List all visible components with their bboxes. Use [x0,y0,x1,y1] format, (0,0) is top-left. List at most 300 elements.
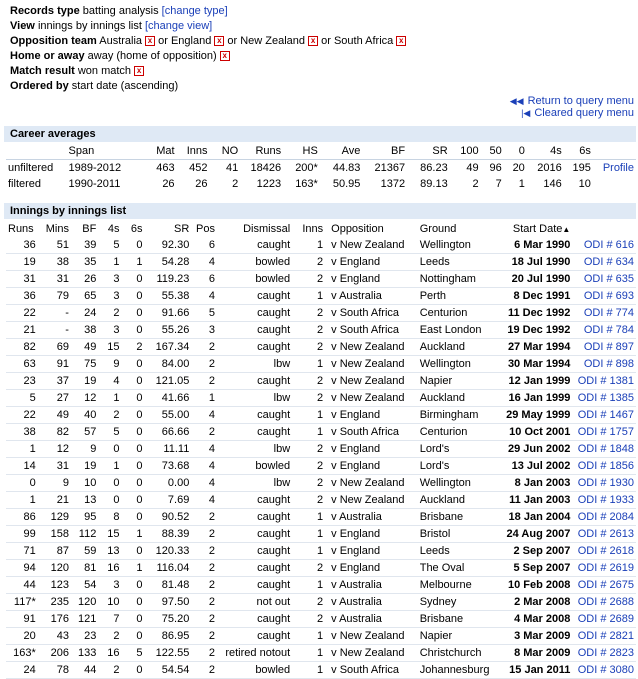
innings-cell: - [38,322,71,339]
innings-cell: 59 [71,543,98,560]
start-date: 16 Jan 1999 [508,392,571,404]
innings-cell: 10 [71,475,98,492]
innings-row [6,526,636,543]
innings-cell: 120.33 [145,543,192,560]
innings-cell: 1 [292,526,325,543]
career-cell: 163* [295,178,318,190]
career-cell: 20 [504,160,527,177]
innings-cell: 0 [121,475,144,492]
sort-ascending-icon: ▲ [562,225,571,234]
innings-cell: Auckland [418,339,504,356]
start-date-sort-header[interactable] [504,221,572,237]
match-scorecard-link[interactable]: ODI # 2619 [577,562,634,574]
remove-new-zealand-icon[interactable]: x [308,36,318,46]
innings-cell [504,373,572,390]
innings-cell: not out [217,594,292,611]
innings-cell: 94 [6,560,38,577]
innings-cell [504,543,572,560]
innings-cell: 49 [71,339,98,356]
innings-cell: 63 [6,356,38,373]
innings-cell: 87 [38,543,71,560]
innings-cell: 4 [98,373,121,390]
innings-cell: 117* [6,594,38,611]
career-col-header: 50 [489,145,502,157]
innings-cell: v England [325,543,418,560]
innings-cell: v England [325,526,418,543]
match-scorecard-link[interactable]: ODI # 898 [583,358,634,370]
innings-cell: 0 [121,288,144,305]
innings-cell: 129 [38,509,71,526]
innings-cell: Leeds [418,543,504,560]
innings-cell: v Australia [325,611,418,628]
profile-link[interactable]: Profile [602,162,634,174]
innings-cell: 116.04 [145,560,192,577]
innings-cell: 69 [38,339,71,356]
innings-cell: 112 [71,526,98,543]
innings-row [6,271,636,288]
innings-cell [504,509,572,526]
records-type-label: Records type [10,5,80,17]
innings-cell: caught [217,628,292,645]
innings-cell: 82 [6,339,38,356]
innings-cell: Melbourne [418,577,504,594]
match-scorecard-link[interactable]: ODI # 2689 [577,613,634,625]
innings-cell: 0 [98,441,121,458]
innings-cell: 8 [98,509,121,526]
innings-cell: 11.11 [145,441,192,458]
innings-col-header: Runs [8,223,34,235]
innings-cell: v New Zealand [325,628,418,645]
career-header-row [6,143,636,160]
innings-cell: 91 [6,611,38,628]
match-scorecard-link[interactable]: ODI # 1930 [577,477,634,489]
innings-cell: 36 [6,237,38,254]
query-menu-links [510,95,634,119]
innings-cell: 3 [98,577,121,594]
or-text: or [227,35,238,47]
innings-cell [572,611,636,628]
innings-cell: caught [217,543,292,560]
innings-cell: 4 [191,407,217,424]
innings-cell: 1 [292,288,325,305]
home-away-label: Home or away [10,50,85,62]
career-col-header: HS [302,145,318,157]
innings-cell: bowled [217,271,292,288]
innings-cell: 31 [38,458,71,475]
innings-cell: 1 [292,662,325,679]
match-scorecard-link[interactable]: ODI # 2084 [577,511,634,523]
career-cell: 21367 [362,160,407,177]
innings-row [6,492,636,509]
innings-cell: 21 [38,492,71,509]
innings-cell: 0 [121,322,144,339]
match-scorecard-link[interactable]: ODI # 2675 [577,579,634,591]
innings-cell: 22 [6,305,38,322]
match-scorecard-link[interactable]: ODI # 1381 [577,375,634,387]
match-scorecard-link[interactable]: ODI # 1848 [577,443,634,455]
home-away-row [10,49,630,64]
innings-cell: 44 [71,662,98,679]
innings-cell: Perth [418,288,504,305]
innings-cell: 2 [292,441,325,458]
innings-cell: lbw [217,475,292,492]
innings-cell: 82 [38,424,71,441]
innings-cell [572,662,636,679]
match-scorecard-link[interactable]: ODI # 693 [583,290,634,302]
match-result-label: Match result [10,65,75,77]
query-filters [10,4,630,94]
career-cell: 452 [177,160,210,177]
innings-cell: 16 [98,560,121,577]
remove-england-icon[interactable]: x [214,36,224,46]
start-date: 10 Feb 2008 [507,579,571,591]
innings-cell: 119.23 [145,271,192,288]
innings-cell: 81 [71,560,98,577]
innings-cell [572,373,636,390]
innings-cell: 38 [71,322,98,339]
innings-cell: 73.68 [145,458,192,475]
innings-cell: Centurion [418,424,504,441]
innings-cell: 0 [121,356,144,373]
innings-cell: 176 [38,611,71,628]
career-col-header: BF [391,145,406,157]
innings-cell: 2 [292,475,325,492]
innings-cell: 66.66 [145,424,192,441]
innings-cell: v New Zealand [325,373,418,390]
view-value: innings by innings list [37,20,142,32]
innings-cell: retired notout [217,645,292,662]
remove-home-away-icon[interactable]: x [220,51,230,61]
match-scorecard-link[interactable]: ODI # 1467 [577,409,634,421]
innings-cell: 19 [71,373,98,390]
innings-cell: Brisbane [418,509,504,526]
start-date: 2 Sep 2007 [513,545,571,557]
start-date: 29 Jun 2002 [507,443,571,455]
start-date: 5 Sep 2007 [513,562,571,574]
start-date: 10 Oct 2001 [509,426,571,438]
innings-cell: 2 [292,271,325,288]
innings-cell: 4 [191,475,217,492]
innings-cell: Nottingham [418,271,504,288]
match-scorecard-link[interactable]: ODI # 2618 [577,545,634,557]
innings-cell: 2 [98,407,121,424]
innings-cell: 65 [71,288,98,305]
innings-cell: 0 [121,305,144,322]
innings-cell [572,526,636,543]
innings-row [6,339,636,356]
innings-cell: 1 [121,560,144,577]
innings-cell: 2 [191,611,217,628]
innings-cell: 2 [98,628,121,645]
innings-cell [504,611,572,628]
innings-cell: 26 [71,271,98,288]
innings-cell: v New Zealand [325,492,418,509]
change-view-link[interactable]: [change view] [144,20,213,32]
innings-cell: Napier [418,628,504,645]
innings-cell: 2 [191,577,217,594]
innings-row [6,373,636,390]
innings-cell: Lord's [418,441,504,458]
innings-cell: 15 [98,339,121,356]
innings-cell: 235 [38,594,71,611]
opposition-england: England [170,35,212,47]
match-scorecard-link[interactable]: ODI # 2688 [577,596,634,608]
innings-cell: 35 [71,254,98,271]
innings-cell: 0 [121,441,144,458]
innings-cell: 120 [38,560,71,577]
innings-row [6,305,636,322]
innings-cell: 13 [98,543,121,560]
start-date: 13 Jul 2002 [511,460,571,472]
innings-cell: Christchurch [418,645,504,662]
innings-cell: 2 [292,560,325,577]
innings-col-header: Dismissal [243,223,291,235]
career-cell: 2 [232,178,239,190]
innings-cell [572,339,636,356]
innings-cell: 1 [292,543,325,560]
match-scorecard-link[interactable]: ODI # 774 [583,307,634,319]
innings-cell [504,339,572,356]
innings-cell [504,458,572,475]
innings-cell: 92.30 [145,237,192,254]
match-scorecard-link[interactable]: ODI # 2821 [577,630,634,642]
innings-cell: 2 [292,373,325,390]
innings-row [6,390,636,407]
innings-col-header: 6s [130,223,143,235]
career-col-header [6,143,67,160]
start-date: 19 Dec 1992 [507,324,571,336]
innings-cell: bowled [217,662,292,679]
innings-cell: 99 [6,526,38,543]
innings-cell: v New Zealand [325,475,418,492]
career-cell: 89.13 [420,178,448,190]
innings-cell: Johannesburg [418,662,504,679]
remove-match-result-icon[interactable]: x [134,66,144,76]
innings-cell: 81.48 [145,577,192,594]
innings-cell: v South Africa [325,305,418,322]
innings-cell: 7.69 [145,492,192,509]
innings-cell [504,305,572,322]
innings-cell: 2 [191,424,217,441]
innings-cell: 91.66 [145,305,192,322]
innings-cell: 0 [121,611,144,628]
innings-cell: Lord's [418,458,504,475]
opposition-row [10,34,630,49]
innings-cell [572,509,636,526]
innings-cell [572,407,636,424]
innings-cell: 0 [121,390,144,407]
innings-cell: 95 [71,509,98,526]
innings-cell: 0 [121,492,144,509]
innings-cell: caught [217,492,292,509]
career-col-header: Mat [156,145,175,157]
innings-col-header: Mins [45,223,69,235]
ordered-by-row [10,79,630,94]
cleared-query-menu-link[interactable]: Cleared query menu [534,107,634,119]
innings-cell: 9 [38,475,71,492]
return-to-query-menu-link[interactable]: Return to query menu [527,95,634,107]
innings-cell: 1 [292,407,325,424]
innings-cell: 5 [98,237,121,254]
innings-cell [572,288,636,305]
innings-cell: 23 [71,628,98,645]
innings-cell: 1 [98,390,121,407]
match-scorecard-link[interactable]: ODI # 897 [583,341,634,353]
view-label: View [10,20,35,32]
innings-cell: 1 [121,254,144,271]
innings-header-row [6,221,636,237]
innings-cell: caught [217,611,292,628]
innings-cell: v South Africa [325,662,418,679]
innings-cell [504,594,572,611]
start-date: 30 Mar 1994 [507,358,571,370]
innings-cell [572,560,636,577]
innings-cell: caught [217,509,292,526]
innings-cell: 43 [38,628,71,645]
innings-cell: 163* [6,645,38,662]
career-cell: 96 [481,160,504,177]
match-scorecard-link[interactable]: ODI # 1757 [577,426,634,438]
innings-row [6,237,636,254]
career-col-header: Ave [341,145,361,157]
innings-cell: Wellington [418,475,504,492]
innings-cell: 1 [292,628,325,645]
innings-cell [572,424,636,441]
career-cell [593,160,636,177]
match-scorecard-link[interactable]: ODI # 635 [583,273,634,285]
innings-list-header: Innings by innings list [4,203,636,219]
innings-cell: 2 [292,322,325,339]
innings-cell: Auckland [418,492,504,509]
start-date: 8 Mar 2009 [514,647,571,659]
innings-cell [504,560,572,577]
career-cell: 86.23 [407,160,450,177]
view-row [10,19,630,34]
innings-cell: 0 [121,628,144,645]
innings-cell: 84.00 [145,356,192,373]
match-scorecard-link[interactable]: ODI # 1933 [577,494,634,506]
innings-cell [572,390,636,407]
innings-cell: 86.95 [145,628,192,645]
innings-cell [504,254,572,271]
innings-cell: Wellington [418,237,504,254]
start-date-label: Start Date [512,223,563,235]
innings-cell: 0 [121,424,144,441]
innings-cell: caught [217,237,292,254]
innings-cell: 2 [292,611,325,628]
innings-cell: 2 [292,390,325,407]
innings-cell: 31 [6,271,38,288]
innings-cell: 3 [98,288,121,305]
opposition-south-africa: South Africa [333,35,394,47]
innings-cell [572,305,636,322]
innings-cell: 15 [98,526,121,543]
innings-cell: 24 [6,662,38,679]
career-cell: 50.95 [332,178,361,190]
career-cell: 2016 [527,160,564,177]
innings-cell: Sydney [418,594,504,611]
innings-cell: 5 [121,645,144,662]
innings-cell: 75 [71,356,98,373]
innings-cell [504,475,572,492]
match-scorecard-link[interactable]: ODI # 1385 [577,392,634,404]
start-date: 11 Dec 1992 [507,307,571,319]
innings-cell: caught [217,288,292,305]
innings-col-header: BF [82,223,97,235]
innings-row [6,458,636,475]
innings-col-header: Opposition [331,223,384,235]
innings-row [6,475,636,492]
start-date: 18 Jan 2004 [508,511,571,523]
innings-cell [504,441,572,458]
match-scorecard-link[interactable]: ODI # 634 [583,256,634,268]
career-cell: 1989-2012 [67,160,137,177]
innings-col-header [572,221,636,237]
innings-cell [572,322,636,339]
innings-row [6,628,636,645]
innings-cell: 2 [191,356,217,373]
match-scorecard-link[interactable]: ODI # 3080 [577,664,634,676]
career-cell: 1223 [256,178,282,190]
innings-cell: 6 [191,237,217,254]
innings-cell: v New Zealand [325,237,418,254]
innings-cell: 0 [121,662,144,679]
innings-cell: 71 [6,543,38,560]
innings-cell: 167.34 [145,339,192,356]
remove-south-africa-icon[interactable]: x [396,36,406,46]
innings-cell: 41.66 [145,390,192,407]
innings-cell: 4 [191,254,217,271]
innings-cell: 1 [292,424,325,441]
start-date: 27 Mar 1994 [507,341,571,353]
innings-cell: 54 [71,577,98,594]
start-date: 3 Mar 2009 [514,630,571,642]
innings-cell: 2 [292,305,325,322]
match-scorecard-link[interactable]: ODI # 784 [583,324,634,336]
innings-cell: 1 [292,577,325,594]
start-date: 24 Aug 2007 [506,528,571,540]
change-type-link[interactable]: [change type] [161,5,228,17]
career-row [6,176,636,192]
innings-row [6,356,636,373]
innings-table [6,221,636,679]
career-cell: 463 [137,160,177,177]
opposition-new-zealand: New Zealand [240,35,306,47]
career-col-header [593,143,636,160]
career-cell: 1 [518,178,525,190]
remove-australia-icon[interactable]: x [145,36,155,46]
innings-cell: 86 [6,509,38,526]
innings-cell: 2 [121,339,144,356]
match-scorecard-link[interactable]: ODI # 1856 [577,460,634,472]
career-cell: 195 [564,160,593,177]
match-scorecard-link[interactable]: ODI # 2823 [577,647,634,659]
career-cell: 146 [543,178,562,190]
innings-cell: 22 [6,407,38,424]
innings-cell: 27 [38,390,71,407]
innings-cell: v New Zealand [325,390,418,407]
innings-cell: 2 [292,492,325,509]
innings-col-header: 4s [107,223,120,235]
innings-cell: caught [217,305,292,322]
innings-cell: 40 [71,407,98,424]
match-scorecard-link[interactable]: ODI # 616 [583,239,634,251]
or-text: or [158,35,168,47]
career-col-header: 100 [460,145,479,157]
career-col-header: 6s [579,145,591,157]
innings-cell: lbw [217,441,292,458]
match-scorecard-link[interactable]: ODI # 2613 [577,528,634,540]
